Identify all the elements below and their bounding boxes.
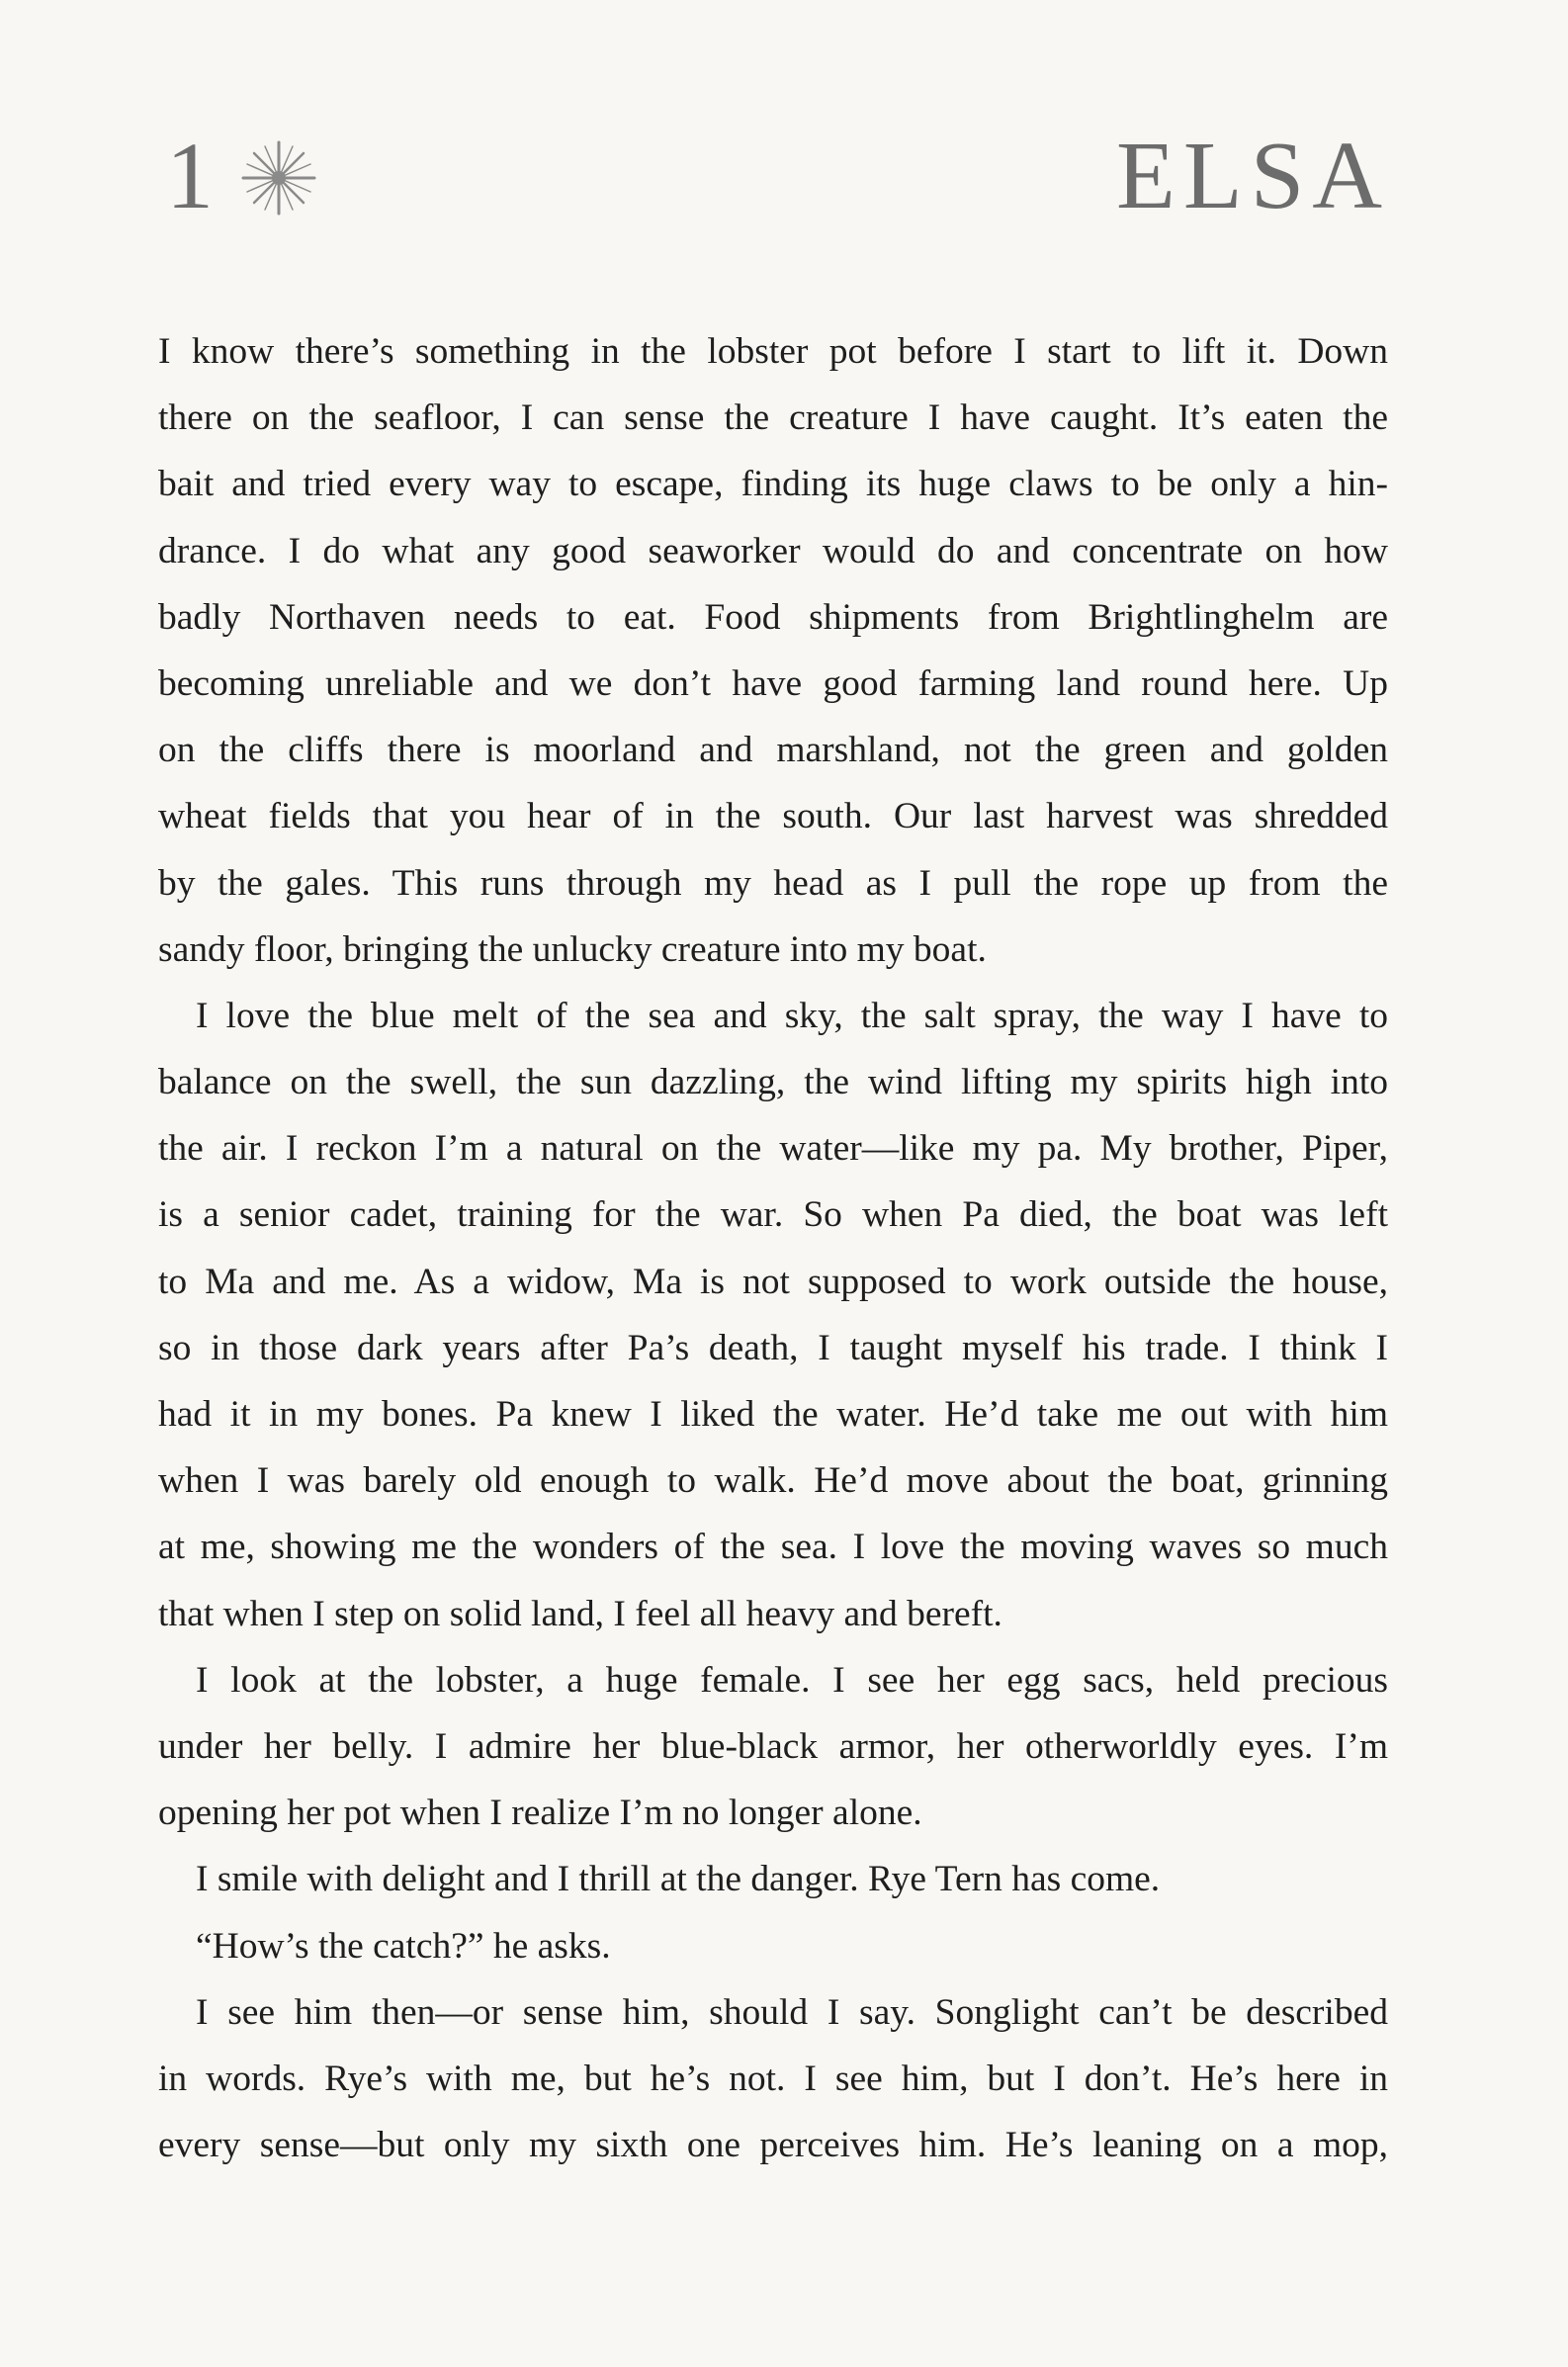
text-line: that when I step on solid land, I feel all heavy and bereft. xyxy=(158,1593,1002,1634)
text-line: every sense—but only my sixth one perceives him. He’s leaning on a mop, xyxy=(158,2125,1388,2166)
chapter-number: 1 xyxy=(166,123,214,228)
text-line: I see him then—or sense him, should I say. Songlight can’t be described xyxy=(196,1991,1388,2033)
text-line: sandy floor, bringing the unlucky creature into my boat. xyxy=(158,928,987,970)
text-line: when I was barely old enough to walk. He’d move about the boat, grinning xyxy=(158,1460,1388,1502)
text-line: bait and tried every way to escape, finding its huge claws to be only a hin- xyxy=(158,464,1388,505)
text-line: “How’s the catch?” he asks. xyxy=(196,1925,611,1967)
text-line: becoming unreliable and we don’t have good farming land round here. Up xyxy=(158,662,1388,704)
text-line: the air. I reckon I’m a natural on the water—like my pa. My brother, Piper, xyxy=(158,1128,1388,1170)
text-line: on the cliffs there is moorland and marshland, not the green and golden xyxy=(158,730,1388,771)
text-line: is a senior cadet, training for the war. So when Pa died, the boat was left xyxy=(158,1194,1388,1236)
text-line: I know there’s something in the lobster pot before I start to lift it. Down xyxy=(158,331,1388,372)
chapter-body-text xyxy=(158,318,1388,2178)
text-line: in words. Rye’s with me, but he’s not. I see him, but I don’t. He’s here in xyxy=(158,2058,1388,2099)
text-line: so in those dark years after Pa’s death, I taught myself his trade. I think I xyxy=(158,1327,1388,1368)
chapter-title: ELSA xyxy=(1116,123,1390,229)
text-line: drance. I do what any good seaworker would do and concentrate on how xyxy=(158,530,1388,571)
text-line: to Ma and me. As a widow, Ma is not supposed to work outside the house, xyxy=(158,1261,1388,1302)
star-icon xyxy=(239,138,318,218)
text-line: at me, showing me the wonders of the sea. I love the moving waves so much xyxy=(158,1527,1388,1568)
text-line: badly Northaven needs to eat. Food shipments from Brightlinghelm are xyxy=(158,596,1388,638)
text-line: I smile with delight and I thrill at the danger. Rye Tern has come. xyxy=(196,1859,1161,1900)
text-line: balance on the swell, the sun dazzling, the wind lifting my spirits high into xyxy=(158,1062,1388,1103)
text-line: by the gales. This runs through my head as I pull the rope up from the xyxy=(158,862,1388,904)
text-line: I love the blue melt of the sea and sky, the salt spray, the way I have to xyxy=(196,995,1388,1036)
chapter-header xyxy=(158,117,1390,235)
text-line: wheat fields that you hear of in the south. Our last harvest was shredded xyxy=(158,796,1388,837)
text-line: there on the seafloor, I can sense the creature I have caught. It’s eaten the xyxy=(158,397,1388,439)
text-line: had it in my bones. Pa knew I liked the water. He’d take me out with him xyxy=(158,1394,1388,1435)
text-line: I look at the lobster, a huge female. I see her egg sacs, held precious xyxy=(196,1659,1388,1701)
text-line: under her belly. I admire her blue-black armor, her otherworldly eyes. I’m xyxy=(158,1725,1388,1767)
text-line: opening her pot when I realize I’m no longer alone. xyxy=(158,1793,922,1834)
